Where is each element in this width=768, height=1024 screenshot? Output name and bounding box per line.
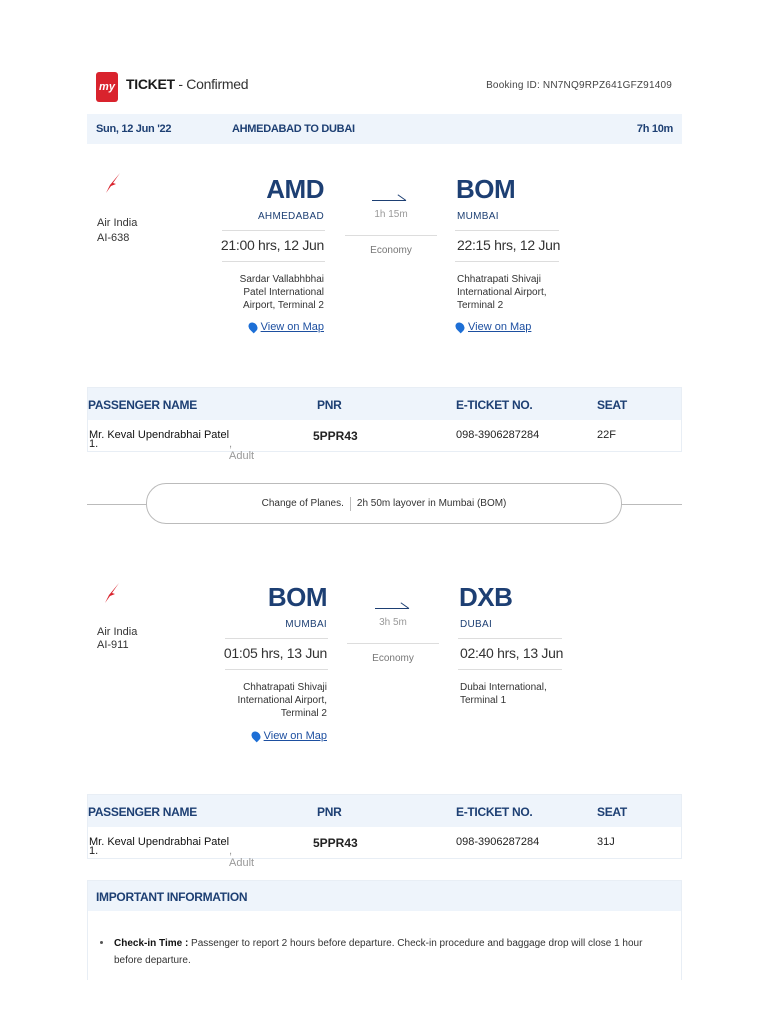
departure-city: MUMBAI [285, 619, 327, 630]
important-information [87, 880, 682, 980]
passenger-name: Mr. Keval Upendrabhai Patel [89, 836, 230, 848]
arrival-airport: Dubai International, Terminal 1 [460, 682, 547, 706]
row-index: 1. [89, 845, 99, 857]
divider [458, 638, 562, 639]
divider [225, 638, 328, 639]
makemytrip-logo: my [96, 72, 118, 102]
trip-date: Sun, 12 Jun '22 [96, 123, 172, 135]
header-eticket: E-TICKET NO. [456, 398, 533, 412]
eticket-value: 098-3906287284 [456, 836, 540, 848]
pnr-value: 5PPR43 [313, 429, 358, 443]
passenger-type: , Adult [229, 845, 255, 869]
header-passenger-name: PASSENGER NAME [88, 805, 197, 819]
ticket-label: TICKET [126, 76, 175, 92]
airline-name: Air India [97, 626, 138, 638]
arrival-city: MUMBAI [457, 211, 499, 222]
ticket-title [126, 76, 248, 92]
departure-view-on-map-link[interactable]: View on Map [249, 321, 324, 333]
divider [225, 669, 328, 670]
arrival-time: 02:40 hrs, 13 Jun [460, 645, 564, 661]
passenger-table-header [88, 388, 681, 420]
flight-duration: 3h 5m [379, 617, 407, 628]
departure-airport: Chhatrapati Shivaji International Airport, Terminal 2 [237, 682, 327, 719]
departure-time: 21:00 hrs, 12 Jun [220, 237, 324, 253]
flight-arrow-icon [375, 608, 409, 609]
layover-detail: 2h 50m layover in Mumbai (BOM) [356, 498, 507, 509]
air-india-logo-icon [104, 172, 122, 194]
divider [455, 261, 559, 262]
departure-airport: Sardar Vallabhbhai Patel International Airport, Terminal 2 [239, 274, 324, 311]
divider [458, 669, 562, 670]
arrival-airport: Chhatrapati Shivaji International Airport, Terminal 2 [457, 274, 547, 311]
table-row [88, 420, 681, 462]
passenger-table-2 [87, 794, 682, 869]
departure-code: BOM [267, 582, 327, 612]
layover-label: Change of Planes. [261, 498, 344, 509]
ticket-status: - Confirmed [174, 76, 249, 92]
trip-route: AHMEDABAD TO DUBAI [232, 123, 355, 135]
row-index: 1. [89, 438, 99, 450]
divider [455, 230, 559, 231]
header-seat: SEAT [597, 805, 627, 819]
trip-total-duration: 7h 10m [636, 123, 673, 135]
flight-number: AI-911 [97, 639, 129, 651]
passenger-table-1 [87, 387, 682, 462]
seat-value: 22F [597, 429, 616, 441]
header-passenger-name: PASSENGER NAME [88, 398, 197, 412]
cabin-class: Economy [370, 245, 412, 256]
divider [222, 261, 325, 262]
passenger-type: , Adult [229, 438, 255, 462]
checkin-text: Passenger to report 2 hours before departure. Check-in procedure and baggage drop will close 1 hour before departure. [114, 938, 643, 966]
eticket-value: 098-3906287284 [456, 429, 540, 441]
header-pnr: PNR [317, 805, 342, 819]
arrival-time: 22:15 hrs, 12 Jun [457, 237, 561, 253]
header-seat: SEAT [597, 398, 627, 412]
map-pin-icon [246, 321, 259, 334]
arrival-city: DUBAI [460, 619, 493, 630]
trip-summary-bar [87, 114, 682, 144]
airline-name: Air India [97, 217, 138, 229]
departure-time: 01:05 hrs, 13 Jun [223, 645, 327, 661]
checkin-label: Check-in Time : [114, 938, 189, 949]
passenger-name: Mr. Keval Upendrabhai Patel [89, 429, 230, 441]
cabin-class: Economy [372, 653, 414, 664]
layover-info [146, 483, 622, 524]
arrival-code: DXB [459, 582, 513, 612]
arrival-code: BOM [456, 174, 516, 204]
map-pin-icon [249, 730, 262, 743]
booking-id: Booking ID: NN7NQ9RPZ641GFZ91409 [486, 80, 672, 91]
departure-view-on-map-link[interactable]: View on Map [252, 730, 327, 742]
seat-value: 31J [597, 836, 615, 848]
divider [347, 643, 439, 644]
flight-number: AI-638 [97, 232, 130, 244]
important-info-heading: IMPORTANT INFORMATION [88, 881, 681, 911]
table-row [88, 827, 681, 869]
pnr-value: 5PPR43 [313, 836, 358, 850]
air-india-logo-icon [103, 582, 121, 604]
arrival-view-on-map-link[interactable]: View on Map [456, 321, 531, 333]
flight-arrow-icon [372, 200, 406, 201]
departure-code: AMD [266, 174, 324, 204]
flight-duration: 1h 15m [374, 209, 408, 220]
header-pnr: PNR [317, 398, 342, 412]
divider [222, 230, 325, 231]
passenger-table-header [88, 795, 681, 827]
checkin-time-info [114, 935, 669, 969]
departure-city: AHMEDABAD [257, 211, 324, 222]
bullet-icon [100, 941, 103, 944]
map-pin-icon [454, 321, 467, 334]
divider [345, 235, 437, 236]
header-eticket: E-TICKET NO. [456, 805, 533, 819]
separator [350, 497, 351, 511]
